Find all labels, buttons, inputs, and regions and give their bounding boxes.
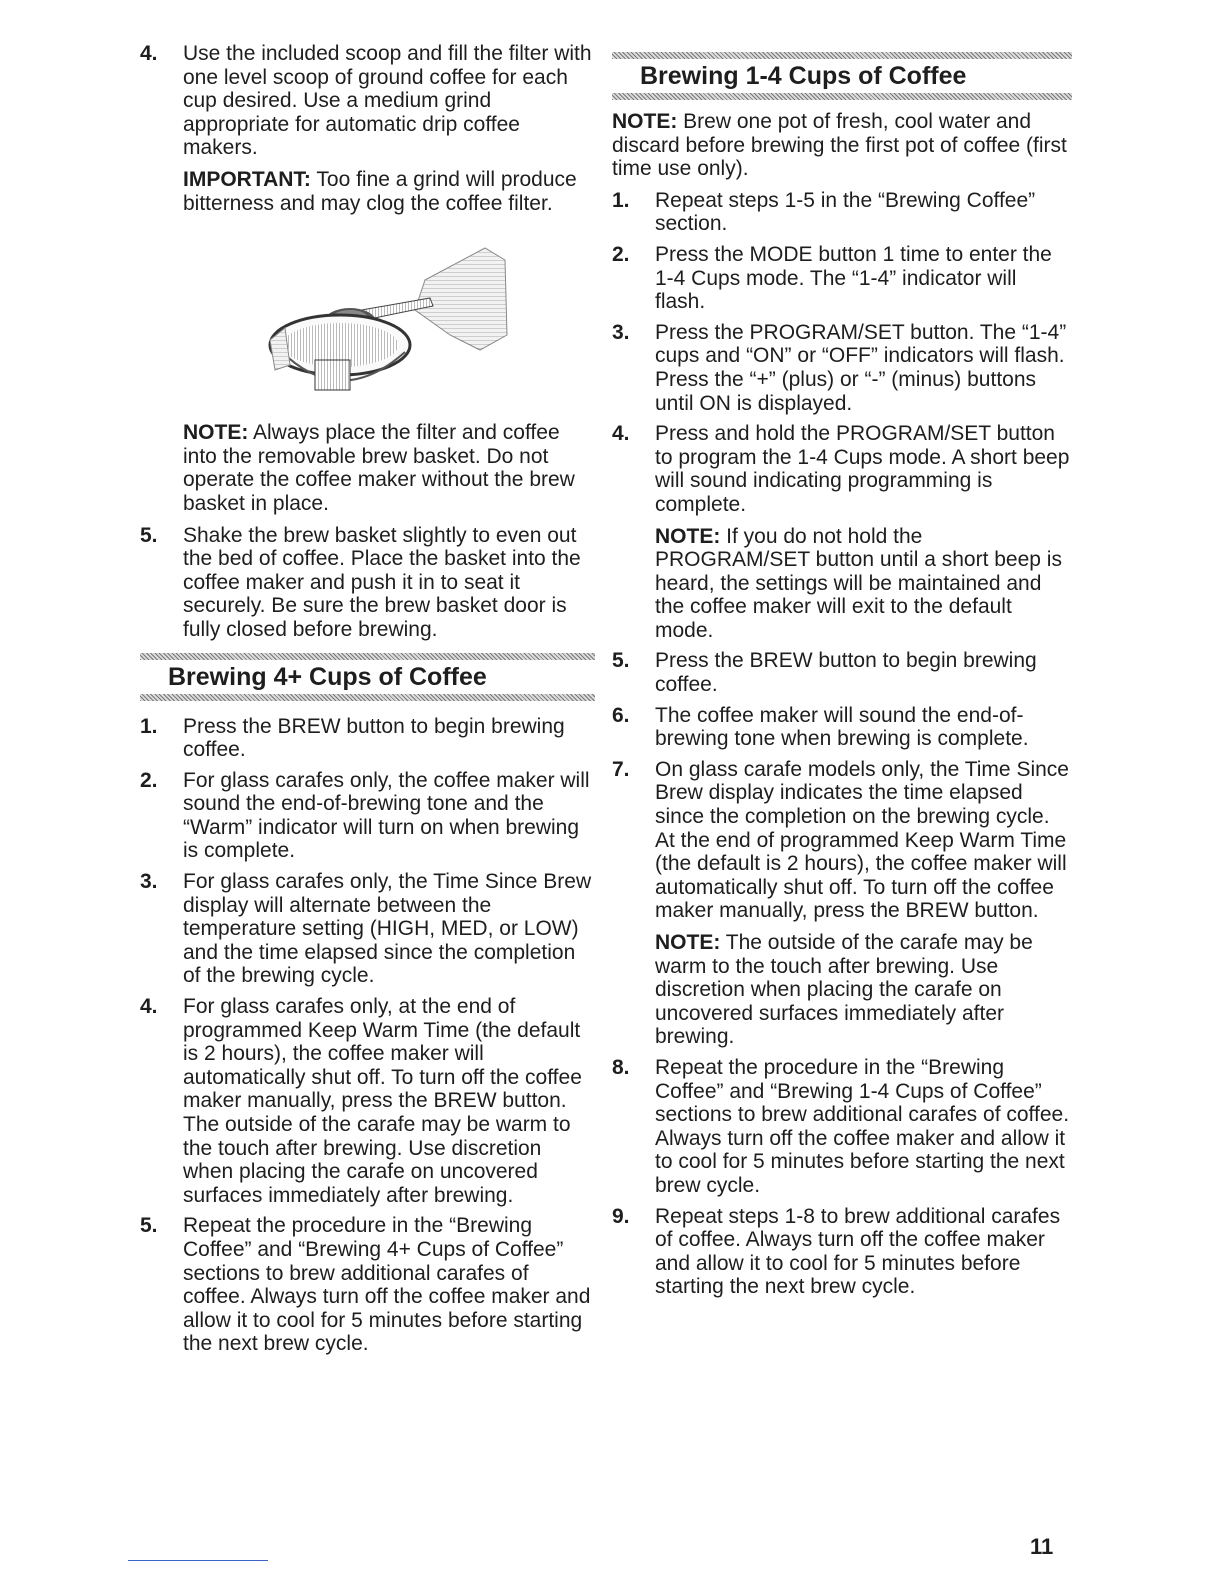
list-item bbox=[612, 758, 1072, 1049]
section-divider bbox=[140, 653, 595, 660]
note-label: NOTE: bbox=[183, 421, 249, 445]
list-item bbox=[612, 321, 1072, 415]
note-label: NOTE: bbox=[612, 110, 678, 133]
step-text: Press the BREW button to begin brewing coffee. bbox=[183, 714, 565, 762]
note-text: The outside of the carafe may be warm to the touch after brewing. Use discretion when placing the carafe on uncovered surfaces immediately after brewing. bbox=[655, 931, 1033, 1049]
important-note bbox=[183, 168, 595, 215]
important-text: Too fine a grind will produce bitterness and may clog the coffee filter. bbox=[183, 167, 577, 215]
step-text: Press and hold the PROGRAM/SET button to program the 1-4 Cups mode. A short beep will sound indicating programming is complete. bbox=[655, 422, 1070, 516]
right-column bbox=[612, 42, 1072, 1306]
right-note bbox=[612, 110, 1072, 181]
note-text: Always place the filter and coffee into the removable brew basket. Do not operate the coffee maker without the brew basket in place. bbox=[183, 421, 575, 515]
step-text: The coffee maker will sound the end-of-brewing tone when brewing is complete. bbox=[655, 703, 1029, 751]
step-text: Press the BREW button to begin brewing coffee. bbox=[655, 649, 1037, 697]
list-item bbox=[612, 422, 1072, 642]
step-number: 3. bbox=[612, 320, 630, 344]
note-label: NOTE: bbox=[655, 524, 721, 548]
section-divider bbox=[612, 52, 1072, 59]
left-column bbox=[140, 42, 595, 1363]
step-number: 2. bbox=[612, 242, 630, 266]
note-label: NOTE: bbox=[655, 931, 721, 954]
step-text: Repeat steps 1-5 in the “Brewing Coffee” section. bbox=[655, 188, 1036, 236]
left-note bbox=[140, 421, 595, 515]
step-text: Press the PROGRAM/SET button. The “1-4” cups and “ON” or “OFF” indicators will flash. Press the “+” (plus) or “-” (minus) buttons until ON is displayed. bbox=[655, 320, 1067, 415]
step-number: 2. bbox=[140, 768, 158, 792]
section-divider bbox=[140, 694, 595, 701]
list-item bbox=[612, 649, 1072, 696]
filter-basket-illustration bbox=[255, 240, 515, 400]
page-number: 11 bbox=[1030, 1534, 1054, 1559]
step-number: 1. bbox=[140, 714, 158, 738]
list-item bbox=[140, 715, 595, 762]
step-text: On glass carafe models only, the Time Since Brew display indicates the time elapsed since the completion on the brewing cycle. At the end of programmed Keep Warm Time (the default is 2 hours), the coffee maker will automatically shut off. To turn off the coffee maker manually, press the BREW button. bbox=[655, 757, 1069, 923]
note-text: Brew one pot of fresh, cool water and discard before brewing the first pot of coffee (first time use only). bbox=[612, 110, 1067, 181]
note-text: If you do not hold the PROGRAM/SET button until a short beep is heard, the settings will be maintained and the coffee maker will exit to the default mode. bbox=[655, 524, 1062, 642]
brewing-1to4-steps bbox=[612, 189, 1072, 1299]
step-text: Repeat the procedure in the “Brewing Coffee” and “Brewing 1-4 Cups of Coffee” sections to brew additional carafes of coffee. Always turn off the coffee maker and allow it to cool for 5 minutes before starting the next brew cycle. bbox=[655, 1055, 1070, 1197]
important-label: IMPORTANT: bbox=[183, 167, 311, 191]
step-number: 4. bbox=[140, 42, 158, 65]
list-item bbox=[612, 1056, 1072, 1198]
step-number: 5. bbox=[140, 523, 158, 547]
section-heading-4plus: Brewing 4+ Cups of Coffee bbox=[168, 662, 487, 691]
list-item bbox=[140, 1214, 595, 1356]
step-text: For glass carafes only, at the end of programmed Keep Warm Time (the default is 2 hours), the coffee maker will automatically shut off. To turn off the coffee maker manually, press the BREW button. The outside of the carafe may be warm to the touch after brewing. Use discretion when placing the carafe on uncovered surfaces immediately after brewing. bbox=[183, 995, 582, 1207]
step-number: 4. bbox=[140, 995, 158, 1019]
step-number: 4. bbox=[612, 422, 630, 446]
step-number: 3. bbox=[140, 870, 158, 894]
step-note bbox=[655, 931, 1072, 1049]
list-item bbox=[612, 243, 1072, 314]
list-item bbox=[612, 704, 1072, 751]
list-item bbox=[612, 1205, 1072, 1299]
brewing-4plus-steps bbox=[140, 715, 595, 1356]
bottom-rule bbox=[128, 1560, 268, 1561]
left-step-4 bbox=[140, 42, 595, 215]
step-number: 8. bbox=[612, 1055, 630, 1079]
step-text: Shake the brew basket slightly to even out the bed of coffee. Place the basket into the coffee maker and push it in to seat it securely. Be sure the brew basket door is fully closed before brewing. bbox=[183, 523, 581, 641]
step-number: 9. bbox=[612, 1204, 630, 1228]
section-heading-1to4: Brewing 1-4 Cups of Coffee bbox=[640, 62, 967, 90]
left-step-5 bbox=[140, 524, 595, 642]
step-text: Press the MODE button 1 time to enter the 1-4 Cups mode. The “1-4” indicator will flash. bbox=[655, 242, 1052, 314]
step-note bbox=[655, 525, 1072, 643]
list-item bbox=[140, 769, 595, 863]
step-number: 7. bbox=[612, 757, 630, 781]
section-divider bbox=[612, 93, 1072, 100]
step-text: Repeat steps 1-8 to brew additional carafes of coffee. Always turn off the coffee maker and allow it to cool for 5 minutes before starting the next brew cycle. bbox=[655, 1204, 1061, 1299]
step-text: Repeat the procedure in the “Brewing Coffee” and “Brewing 4+ Cups of Coffee” sections to brew additional carafes of coffee. Always turn off the coffee maker and allow it to cool for 5 minutes before starting the next brew cycle. bbox=[183, 1214, 591, 1356]
list-item bbox=[612, 189, 1072, 236]
step-text: For glass carafes only, the coffee maker will sound the end-of-brewing tone and the “Warm” indicator will turn on when brewing is complete. bbox=[183, 768, 590, 863]
list-item bbox=[140, 995, 595, 1207]
list-item bbox=[140, 870, 595, 988]
step-number: 6. bbox=[612, 703, 630, 727]
step-text: Use the included scoop and fill the filter with one level scoop of ground coffee for each cup desired. Use a medium grind appropriate for automatic drip coffee makers. bbox=[183, 42, 592, 160]
step-number: 5. bbox=[140, 1214, 158, 1238]
step-number: 5. bbox=[612, 649, 630, 673]
step-number: 1. bbox=[612, 188, 630, 212]
step-text: For glass carafes only, the Time Since Brew display will alternate between the temperature setting (HIGH, MED, or LOW) and the time elapsed since the completion of the brewing cycle. bbox=[183, 870, 592, 988]
